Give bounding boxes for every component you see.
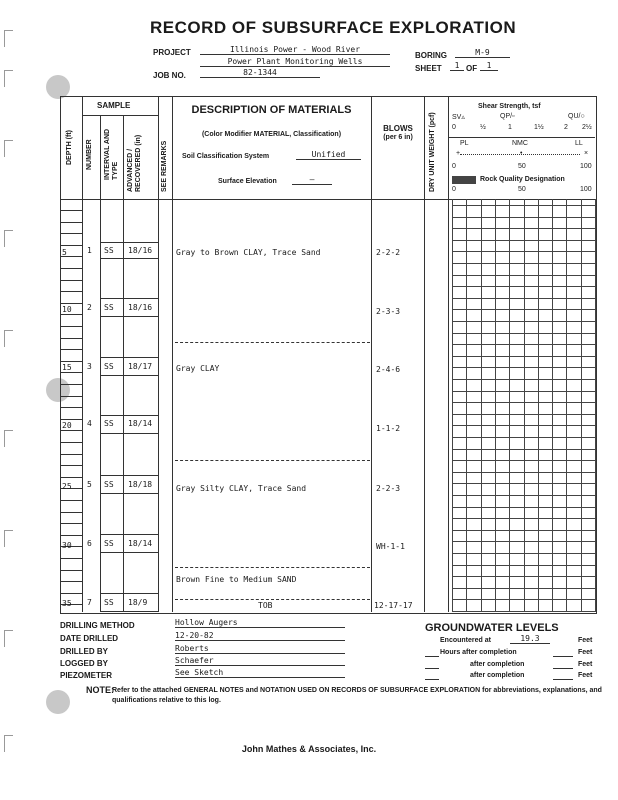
grid-line [452,298,595,299]
sample-number: 3 [87,362,92,371]
sample-type: SS [104,539,114,548]
margin-mark [4,70,13,87]
interval-header: INTERVAL AND TYPE [104,128,119,180]
grid-line [452,460,595,461]
gw-after-label: after completion [470,672,525,679]
grid-line [452,530,595,531]
shear-tick: 2 [564,124,568,131]
grid-line [452,205,595,206]
depth-tick [60,593,82,594]
grid-line [452,309,595,310]
grid-line [452,588,595,589]
depth-tick [60,442,82,443]
grid-line [452,576,595,577]
grid-line [452,217,595,218]
grid-line [452,425,595,426]
sheet-number: 1 [450,61,464,71]
grid-line [452,437,595,438]
grid-line [452,344,595,345]
surface-elevation-value: — [292,175,332,185]
blows-header: BLOWS [383,124,413,133]
grid-line [595,199,596,612]
sample-recovery: 18/14 [128,539,153,548]
grid-line [452,240,595,241]
surface-elevation-label: Surface Elevation [218,178,277,185]
depth-tick [60,407,82,408]
sample-type: SS [104,362,114,371]
piezometer-value: See Sketch [175,668,345,678]
nmc-label: NMC [512,140,528,147]
drilling-method-value: Hollow Augers [175,618,345,628]
date-drilled-label: DATE DRILLED [60,634,119,643]
dry-unit-weight-header: DRY UNIT WEIGHT (pcf) [429,112,436,192]
note-text: Refer to the attached GENERAL NOTES and NOTATION USED ON RECORDS OF SUBSURFACE EXPLORATION for abbreviations, explanations, and qualifications relative to this log. [112,687,602,704]
feet-label: Feet [578,661,593,668]
depth-mark: 5 [62,248,67,257]
job-number: 82-1344 [200,68,320,78]
grid-line [452,356,595,357]
sample-recovery: 18/14 [128,419,153,428]
depth-tick [60,465,82,466]
sample-type: SS [104,303,114,312]
depth-tick [60,454,82,455]
sample-number: 4 [87,419,92,428]
material-description: Gray Silty CLAY, Trace Sand [176,484,307,493]
grid-line [581,199,582,612]
grid-line [452,518,595,519]
depth-mark: 10 [62,305,72,314]
sample-recovery: 18/18 [128,480,153,489]
grid-line [552,199,553,612]
grid-line [452,333,595,334]
margin-mark [4,630,13,647]
depth-tick [60,396,82,397]
grid-line [495,199,496,612]
pct-tick: 100 [580,163,592,170]
depth-tick [60,291,82,292]
grid-line [452,367,595,368]
depth-tick [60,558,82,559]
sample-number: 1 [87,246,92,255]
depth-tick [60,512,82,513]
grid-line [466,199,467,612]
remarks-header: SEE REMARKS [161,140,168,192]
depth-tick [60,222,82,223]
grid-line [452,263,595,264]
material-description: Gray to Brown CLAY, Trace Sand [176,248,321,257]
sample-blows: 2-2-3 [376,484,401,493]
sample-header: SAMPLE [97,101,131,110]
margin-mark [4,530,13,547]
depth-mark: 35 [62,599,72,608]
sample-number: 6 [87,539,92,548]
depth-tick [60,338,82,339]
grid-line [452,611,595,612]
pl-label: PL [460,140,469,147]
project-line2: Power Plant Monitoring Wells [200,57,390,67]
sv-label: SV▵ [452,114,465,121]
depth-tick [60,280,82,281]
grid-line [452,599,595,600]
depth-tick [60,233,82,234]
feet-label: Feet [578,672,593,679]
depth-header: DEPTH (ft) [66,130,73,165]
rqd-label: Rock Quality Designation [480,176,565,183]
depth-tick [60,326,82,327]
grid-line [452,472,595,473]
end-of-boring: TOB [258,601,273,610]
qu-label: QU/○ [568,113,585,120]
depth-tick [60,477,82,478]
sample-blows: 1-1-2 [376,424,401,433]
pct-tick: 50 [518,163,526,170]
gw-encountered-value: 19.3 [510,634,550,644]
drilling-method-label: DRILLING METHOD [60,621,135,630]
material-description: Gray CLAY [176,364,220,373]
grid-line [452,275,595,276]
sample-blows: 12-17-17 [374,601,413,610]
margin-mark [4,140,13,157]
grid-line [509,199,510,612]
sheet-label: SHEET [415,64,442,73]
grid-line [452,199,453,612]
depth-tick [60,210,82,211]
sample-type: SS [104,598,114,607]
grid-line [481,199,482,612]
groundwater-title: GROUNDWATER LEVELS [425,622,559,634]
drilled-by-label: DRILLED BY [60,647,108,656]
shear-tick: 1 [508,124,512,131]
job-label: JOB NO. [153,71,186,80]
grid-line [452,483,595,484]
sample-type: SS [104,246,114,255]
depth-tick [60,570,82,571]
boring-id: M-9 [455,48,510,58]
sample-type: SS [104,419,114,428]
depth-tick [60,349,82,350]
margin-mark [4,30,13,47]
soil-system-label: Soil Classification System [182,153,270,160]
depth-tick [60,535,82,536]
advanced-header: ADVANCED / RECOVERED (in) [127,134,142,192]
depth-mark: 15 [62,363,72,372]
depth-mark: 25 [62,482,72,491]
sample-blows: 2-2-2 [376,248,401,257]
qp-label: QP/▫ [500,113,515,120]
sample-number: 7 [87,598,92,607]
grid-line [452,228,595,229]
shear-strength-label: Shear Strength, tsf [478,103,541,110]
grid-line [452,321,595,322]
depth-tick [60,581,82,582]
grid-line [452,379,595,380]
page-title: RECORD OF SUBSURFACE EXPLORATION [150,18,517,37]
gw-after-label: after completion [470,661,525,668]
grid-line [452,251,595,252]
grid-line [452,414,595,415]
grid-line [452,553,595,554]
depth-tick [60,361,82,362]
rqd-swatch [452,176,476,184]
sample-type: SS [104,480,114,489]
sample-recovery: 18/17 [128,362,153,371]
gw-hours-label: Hours after completion [440,649,517,656]
rqd-tick: 100 [580,186,592,193]
sample-blows: 2-4-6 [376,365,401,374]
grid-line [566,199,567,612]
material-description: Brown Fine to Medium SAND [176,575,297,584]
grid-line [452,449,595,450]
shear-tick: 1½ [534,124,544,131]
rqd-tick: 0 [452,186,456,193]
sheet-total: 1 [480,61,498,71]
description-subheader: (Color Modifier MATERIAL, Classification) [201,131,342,138]
sample-recovery: 18/9 [128,598,148,607]
depth-mark: 20 [62,421,72,430]
number-header: NUMBER [86,139,93,170]
logged-by-value: Schaefer [175,656,345,666]
note-label: NOTE: [86,685,114,695]
shear-tick: ½ [480,124,486,131]
feet-label: Feet [578,649,593,656]
grid-line [452,402,595,403]
binder-hole [46,690,70,714]
grid-line [452,391,595,392]
sample-number: 2 [87,303,92,312]
grid-line [452,541,595,542]
sample-recovery: 18/16 [128,303,153,312]
depth-tick [60,500,82,501]
grid-line [524,199,525,612]
grid-line [452,495,595,496]
depth-tick [60,372,82,373]
pct-tick: 0 [452,163,456,170]
grid-line [452,286,595,287]
boring-label: BORING [415,51,447,60]
company-name: John Mathes & Associates, Inc. [241,744,377,754]
piezometer-label: PIEZOMETER [60,671,113,680]
gw-encountered-label: Encountered at [440,637,491,644]
description-header: DESCRIPTION OF MATERIALS [191,104,352,116]
depth-tick [60,419,82,420]
depth-tick [60,384,82,385]
ll-label: LL [575,140,583,147]
project-label: PROJECT [153,48,191,57]
date-drilled-value: 12-20-82 [175,631,345,641]
of-label: OF [466,64,478,73]
depth-tick [60,430,82,431]
depth-mark: 30 [62,541,72,550]
sample-blows: 2-3-3 [376,307,401,316]
feet-label: Feet [578,637,593,644]
margin-mark [4,330,13,347]
shear-tick: 2½ [582,124,592,131]
project-line1: Illinois Power - Wood River [200,45,390,55]
logged-by-label: LOGGED BY [60,659,109,668]
depth-tick [60,314,82,315]
soil-system-value: Unified [296,150,361,160]
depth-tick [60,268,82,269]
margin-mark [4,230,13,247]
grid-line [452,507,595,508]
blows-subheader: (per 6 in) [383,134,413,141]
drilled-by-value: Roberts [175,644,345,654]
depth-tick [60,523,82,524]
sample-number: 5 [87,480,92,489]
shear-tick: 0 [452,124,456,131]
rqd-tick: 50 [518,186,526,193]
grid-line [538,199,539,612]
margin-mark [4,430,13,447]
depth-tick [60,245,82,246]
sample-blows: WH-1-1 [376,542,405,551]
sample-recovery: 18/16 [128,246,153,255]
depth-tick [60,303,82,304]
grid-line [452,565,595,566]
